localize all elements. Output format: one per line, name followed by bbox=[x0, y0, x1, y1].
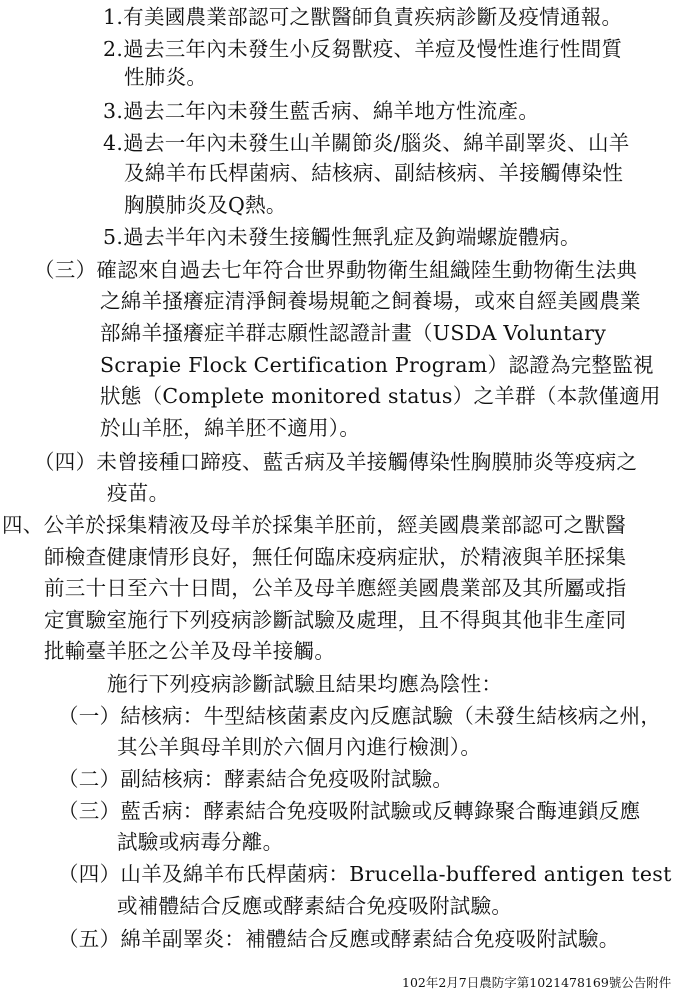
text-line: 試驗或病毒分離。 bbox=[117, 830, 284, 854]
text-line: （五）綿羊副睪炎：補體結合反應或酵素結合免疫吸附試驗。 bbox=[58, 927, 620, 951]
text-line: 3.過去二年內未發生藍舌病、綿羊地方性流產。 bbox=[103, 99, 540, 123]
text-line: 疫苗。 bbox=[107, 481, 170, 505]
text-line: （四）山羊及綿羊布氏桿菌病：Brucella-buffered antigen test bbox=[58, 862, 672, 886]
text-line: Scrapie Flock Certification Program）認證為完整監視 bbox=[100, 353, 654, 377]
text-line: （三）藍舌病：酵素結合免疫吸附試驗或反轉錄聚合酶連鎖反應 bbox=[58, 799, 641, 823]
text-line: 之綿羊搔癢症清淨飼養場規範之飼養場，或來自經美國農業 bbox=[100, 289, 641, 313]
text-line: 5.過去半年內未發生接觸性無乳症及鉤端螺旋體病。 bbox=[103, 225, 581, 249]
text-line: 2.過去三年內未發生小反芻獸疫、羊痘及慢性進行性間質 bbox=[103, 37, 623, 61]
text-line: 性肺炎。 bbox=[124, 65, 208, 89]
page-footer: 102年2月7日農防字第1021478169號公告附件 bbox=[402, 975, 672, 990]
text-line: 師檢查健康情形良好，無任何臨床疫病症狀，於精液與羊胚採集 bbox=[44, 545, 627, 569]
text-line: 於山羊胚，綿羊胚不適用）。 bbox=[100, 416, 361, 440]
text-line: 胸膜肺炎及Q熱。 bbox=[124, 193, 287, 217]
text-line: 部綿羊搔癢症羊群志願性認證計畫（USDA Voluntary bbox=[100, 321, 607, 345]
text-line: 1.有美國農業部認可之獸醫師負責疾病診斷及疫情通報。 bbox=[103, 5, 623, 29]
text-line: 施行下列疫病診斷試驗且結果均應為陰性： bbox=[107, 672, 503, 696]
text-line: 定實驗室施行下列疫病診斷試驗及處理，且不得與其他非生產同 bbox=[44, 608, 627, 632]
text-line: 批輸臺羊胚之公羊及母羊接觸。 bbox=[44, 639, 336, 663]
text-line: 狀態（Complete monitored status）之羊群（本款僅適用 bbox=[100, 384, 661, 408]
text-line: （一）結核病：牛型結核菌素皮內反應試驗（未發生結核病之州， bbox=[58, 704, 662, 728]
text-line: （四）未曾接種口蹄疫、藍舌病及羊接觸傳染性胸膜肺炎等疫病之 bbox=[34, 450, 638, 474]
text-line: 及綿羊布氏桿菌病、結核病、副結核病、羊接觸傳染性 bbox=[124, 161, 624, 185]
text-line: 或補體結合反應或酵素結合免疫吸附試驗。 bbox=[117, 894, 513, 918]
text-line: 前三十日至六十日間，公羊及母羊應經美國農業部及其所屬或指 bbox=[44, 576, 627, 600]
text-line: （三）確認來自過去七年符合世界動物衛生組織陸生動物衛生法典 bbox=[34, 258, 638, 282]
text-line: （二）副結核病：酵素結合免疫吸附試驗。 bbox=[58, 767, 454, 791]
text-line: 4.過去一年內未發生山羊關節炎/腦炎、綿羊副睪炎、山羊 bbox=[103, 131, 630, 155]
text-line: 其公羊與母羊則於六個月內進行檢測）。 bbox=[117, 735, 482, 759]
text-line: 四、公羊於採集精液及母羊於採集羊胚前，經美國農業部認可之獸醫 bbox=[2, 513, 626, 537]
